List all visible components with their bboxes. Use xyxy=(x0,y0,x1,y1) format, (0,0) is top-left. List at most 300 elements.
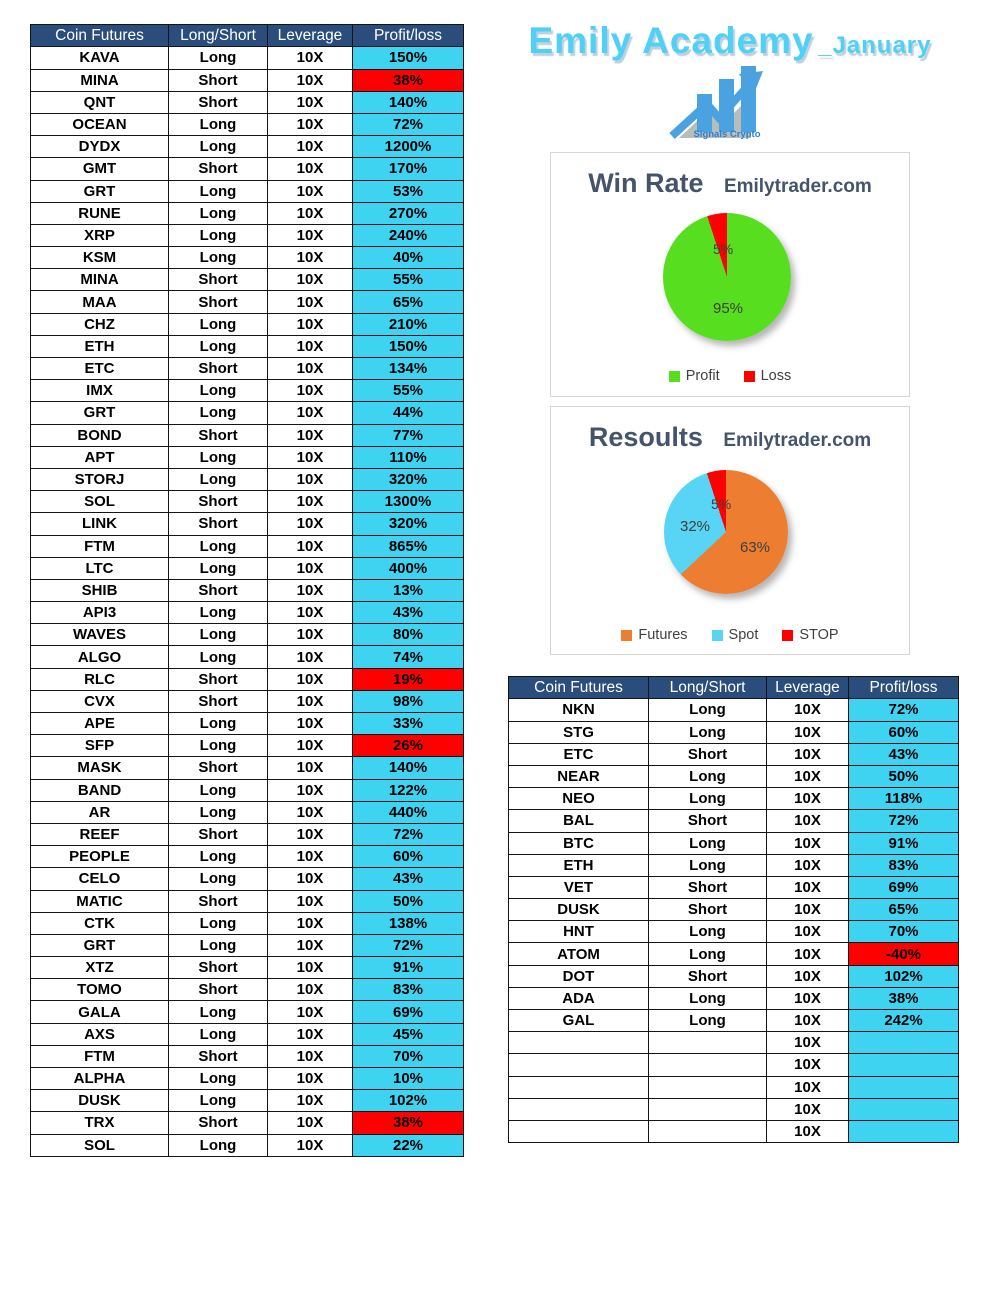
leverage-cell: 10X xyxy=(767,743,849,765)
coin-cell: RLC xyxy=(31,668,169,690)
column-header: Long/Short xyxy=(169,25,268,47)
coin-cell: TOMO xyxy=(31,979,169,1001)
table-row xyxy=(31,1045,464,1067)
page-title xyxy=(500,20,960,62)
leverage-cell: 10X xyxy=(268,380,353,402)
coin-cell: HNT xyxy=(509,921,649,943)
profit-cell: 72% xyxy=(353,113,464,135)
table-row xyxy=(31,1001,464,1023)
profit-cell: 60% xyxy=(849,721,959,743)
coin-cell xyxy=(509,1076,649,1098)
leverage-cell: 10X xyxy=(268,1001,353,1023)
coin-cell: GRT xyxy=(31,934,169,956)
side-cell: Short xyxy=(169,979,268,1001)
side-cell: Long xyxy=(169,624,268,646)
table-header-row xyxy=(509,677,959,699)
coin-cell: BAND xyxy=(31,779,169,801)
profit-cell: 1300% xyxy=(353,491,464,513)
side-cell xyxy=(649,1054,767,1076)
coin-cell: DUSK xyxy=(31,1090,169,1112)
table-row xyxy=(509,1076,959,1098)
coin-cell: AR xyxy=(31,801,169,823)
leverage-cell: 10X xyxy=(268,91,353,113)
side-cell: Long xyxy=(649,921,767,943)
table-row xyxy=(31,113,464,135)
leverage-cell: 10X xyxy=(268,335,353,357)
win-rate-chart-panel xyxy=(550,152,910,397)
coin-cell: ETH xyxy=(509,854,649,876)
side-cell: Long xyxy=(169,224,268,246)
side-cell xyxy=(649,1120,767,1142)
coin-cell: MINA xyxy=(31,269,169,291)
coin-cell: DUSK xyxy=(509,899,649,921)
side-cell: Long xyxy=(649,765,767,787)
leverage-cell: 10X xyxy=(268,1112,353,1134)
coin-cell: APE xyxy=(31,713,169,735)
profit-cell: 1200% xyxy=(353,136,464,158)
leverage-cell: 10X xyxy=(268,757,353,779)
profit-cell: 83% xyxy=(849,854,959,876)
table-row xyxy=(31,757,464,779)
column-header: Profit/loss xyxy=(353,25,464,47)
profit-cell: 72% xyxy=(849,810,959,832)
side-cell: Long xyxy=(169,934,268,956)
profit-cell: 22% xyxy=(353,1134,464,1156)
profit-cell: 102% xyxy=(353,1090,464,1112)
table-row xyxy=(31,269,464,291)
table-row xyxy=(31,646,464,668)
table-row xyxy=(31,934,464,956)
profit-cell: 242% xyxy=(849,1010,959,1032)
table-row xyxy=(509,899,959,921)
profit-cell: 70% xyxy=(849,921,959,943)
profit-cell: 38% xyxy=(849,987,959,1009)
coin-cell: MASK xyxy=(31,757,169,779)
coin-cell: DOT xyxy=(509,965,649,987)
results-chart-panel xyxy=(550,406,910,655)
side-cell: Short xyxy=(169,757,268,779)
side-cell: Long xyxy=(649,987,767,1009)
leverage-cell: 10X xyxy=(268,646,353,668)
profit-cell: 72% xyxy=(353,823,464,845)
coin-cell: CELO xyxy=(31,868,169,890)
coin-cell xyxy=(509,1032,649,1054)
coin-cell: SOL xyxy=(31,491,169,513)
side-cell: Long xyxy=(169,113,268,135)
table-row xyxy=(31,579,464,601)
side-cell: Long xyxy=(649,1010,767,1032)
profit-cell: 19% xyxy=(353,668,464,690)
leverage-cell: 10X xyxy=(767,788,849,810)
table-row xyxy=(31,491,464,513)
legend-swatch-icon xyxy=(782,630,793,641)
table-row xyxy=(31,358,464,380)
side-cell xyxy=(649,1098,767,1120)
pie-slice-label: 63% xyxy=(740,539,771,556)
side-cell: Long xyxy=(169,1068,268,1090)
coin-cell: MINA xyxy=(31,69,169,91)
side-cell: Short xyxy=(169,358,268,380)
leverage-cell: 10X xyxy=(268,690,353,712)
win-rate-legend xyxy=(551,368,909,384)
side-cell: Short xyxy=(649,876,767,898)
profit-cell: 33% xyxy=(353,713,464,735)
table-row xyxy=(31,513,464,535)
side-cell: Long xyxy=(169,868,268,890)
side-cell: Short xyxy=(169,291,268,313)
leverage-cell: 10X xyxy=(767,699,849,721)
side-cell: Long xyxy=(169,313,268,335)
table-row xyxy=(509,1010,959,1032)
table-row xyxy=(509,943,959,965)
bar-chart-arrow-icon xyxy=(663,58,795,144)
leverage-cell: 10X xyxy=(268,1090,353,1112)
side-cell: Long xyxy=(169,735,268,757)
table-row xyxy=(31,1134,464,1156)
table-row xyxy=(509,921,959,943)
coin-cell: APT xyxy=(31,446,169,468)
profit-cell: 45% xyxy=(353,1023,464,1045)
table-row xyxy=(509,854,959,876)
side-cell: Short xyxy=(169,668,268,690)
side-cell: Short xyxy=(169,1045,268,1067)
profit-cell: 77% xyxy=(353,424,464,446)
side-cell: Long xyxy=(169,247,268,269)
side-cell: Long xyxy=(169,801,268,823)
leverage-cell: 10X xyxy=(268,934,353,956)
coin-cell: STORJ xyxy=(31,468,169,490)
table-row xyxy=(31,535,464,557)
legend-label: Profit xyxy=(685,368,720,384)
table-row xyxy=(31,424,464,446)
side-cell: Short xyxy=(169,69,268,91)
coin-cell: STG xyxy=(509,721,649,743)
profit-cell: 400% xyxy=(353,557,464,579)
side-cell: Short xyxy=(649,899,767,921)
table-row xyxy=(31,69,464,91)
profit-cell: 270% xyxy=(353,202,464,224)
column-header: Leverage xyxy=(767,677,849,699)
side-cell: Long xyxy=(169,1001,268,1023)
side-cell: Long xyxy=(169,402,268,424)
table-row xyxy=(31,224,464,246)
profit-cell: 320% xyxy=(353,468,464,490)
table-row xyxy=(31,446,464,468)
profit-cell: 55% xyxy=(353,269,464,291)
side-cell: Long xyxy=(169,180,268,202)
table-row xyxy=(31,291,464,313)
profit-cell: 122% xyxy=(353,779,464,801)
leverage-cell: 10X xyxy=(268,313,353,335)
leverage-cell: 10X xyxy=(268,912,353,934)
legend-label: Loss xyxy=(760,368,792,384)
coin-cell: NEAR xyxy=(509,765,649,787)
table-row xyxy=(509,721,959,743)
leverage-cell: 10X xyxy=(268,402,353,424)
leverage-cell: 10X xyxy=(767,765,849,787)
table-row xyxy=(31,1112,464,1134)
profit-cell: 53% xyxy=(353,180,464,202)
side-cell: Long xyxy=(169,47,268,69)
table-row xyxy=(31,735,464,757)
side-cell: Short xyxy=(169,269,268,291)
coin-cell: BOND xyxy=(31,424,169,446)
leverage-cell: 10X xyxy=(268,535,353,557)
leverage-cell: 10X xyxy=(268,735,353,757)
table-row xyxy=(31,890,464,912)
coin-cell: FTM xyxy=(31,535,169,557)
leverage-cell: 10X xyxy=(268,158,353,180)
coin-cell: CTK xyxy=(31,912,169,934)
leverage-cell: 10X xyxy=(767,832,849,854)
coin-cell xyxy=(509,1054,649,1076)
profit-cell: 440% xyxy=(353,801,464,823)
side-cell: Short xyxy=(169,579,268,601)
profit-cell: 210% xyxy=(353,313,464,335)
leverage-cell: 10X xyxy=(268,136,353,158)
coin-cell: NKN xyxy=(509,699,649,721)
coin-cell: VET xyxy=(509,876,649,898)
leverage-cell: 10X xyxy=(268,846,353,868)
leverage-cell: 10X xyxy=(268,358,353,380)
leverage-cell: 10X xyxy=(767,721,849,743)
coin-cell: GALA xyxy=(31,1001,169,1023)
leverage-cell: 10X xyxy=(767,965,849,987)
side-cell: Short xyxy=(169,1112,268,1134)
side-cell: Long xyxy=(649,854,767,876)
legend-item xyxy=(621,627,687,643)
side-cell: Short xyxy=(169,513,268,535)
profit-cell: 134% xyxy=(353,358,464,380)
right-results-table xyxy=(508,676,959,1143)
coin-cell: ADA xyxy=(509,987,649,1009)
profit-cell: 118% xyxy=(849,788,959,810)
leverage-cell: 10X xyxy=(767,1120,849,1142)
table-row xyxy=(31,158,464,180)
leverage-cell: 10X xyxy=(767,810,849,832)
leverage-cell: 10X xyxy=(268,624,353,646)
profit-cell: 50% xyxy=(353,890,464,912)
side-cell: Short xyxy=(169,491,268,513)
coin-cell: NEO xyxy=(509,788,649,810)
side-cell: Long xyxy=(649,788,767,810)
coin-cell: TRX xyxy=(31,1112,169,1134)
left-results-table xyxy=(30,24,464,1157)
side-cell: Short xyxy=(169,158,268,180)
leverage-cell: 10X xyxy=(268,801,353,823)
chart-subtitle-text: Emilytrader.com xyxy=(723,430,872,451)
table-row xyxy=(31,557,464,579)
profit-cell: 150% xyxy=(353,47,464,69)
pie-slice-label: 32% xyxy=(680,518,711,535)
table-row xyxy=(509,1120,959,1142)
legend-label: STOP xyxy=(799,627,839,643)
profit-cell: 80% xyxy=(353,624,464,646)
profit-cell: 43% xyxy=(353,602,464,624)
table-row xyxy=(31,47,464,69)
leverage-cell: 10X xyxy=(268,579,353,601)
profit-cell xyxy=(849,1120,959,1142)
profit-cell: 72% xyxy=(849,699,959,721)
profit-cell xyxy=(849,1054,959,1076)
leverage-cell: 10X xyxy=(268,868,353,890)
legend-item xyxy=(744,368,792,384)
table-row xyxy=(31,136,464,158)
profit-cell: 320% xyxy=(353,513,464,535)
leverage-cell: 10X xyxy=(268,424,353,446)
table-row xyxy=(509,743,959,765)
side-cell: Long xyxy=(169,779,268,801)
profit-cell: 38% xyxy=(353,69,464,91)
leverage-cell: 10X xyxy=(268,957,353,979)
coin-cell: GAL xyxy=(509,1010,649,1032)
coin-cell: XTZ xyxy=(31,957,169,979)
leverage-cell: 10X xyxy=(268,446,353,468)
table-row xyxy=(509,987,959,1009)
legend-swatch-icon xyxy=(669,371,680,382)
profit-cell: 170% xyxy=(353,158,464,180)
profit-cell: 69% xyxy=(849,876,959,898)
profit-cell: 44% xyxy=(353,402,464,424)
leverage-cell: 10X xyxy=(767,1054,849,1076)
table-row xyxy=(509,965,959,987)
leverage-cell: 10X xyxy=(268,1023,353,1045)
legend-item xyxy=(782,627,838,643)
side-cell: Long xyxy=(169,335,268,357)
side-cell: Long xyxy=(649,832,767,854)
table-row xyxy=(31,402,464,424)
chart-subtitle-text: Emilytrader.com xyxy=(723,176,872,197)
column-header: Leverage xyxy=(268,25,353,47)
profit-cell: 72% xyxy=(353,934,464,956)
side-cell: Long xyxy=(169,713,268,735)
leverage-cell: 10X xyxy=(767,1098,849,1120)
table-row xyxy=(31,1068,464,1090)
profit-cell xyxy=(849,1076,959,1098)
profit-cell: 240% xyxy=(353,224,464,246)
leverage-cell: 10X xyxy=(268,47,353,69)
table-row xyxy=(509,1098,959,1120)
profit-cell: 91% xyxy=(849,832,959,854)
leverage-cell: 10X xyxy=(268,468,353,490)
table-row xyxy=(31,624,464,646)
coin-cell: OCEAN xyxy=(31,113,169,135)
side-cell: Long xyxy=(169,846,268,868)
coin-cell: SHIB xyxy=(31,579,169,601)
table-row xyxy=(509,832,959,854)
leverage-cell: 10X xyxy=(268,668,353,690)
leverage-cell: 10X xyxy=(767,1076,849,1098)
side-cell: Long xyxy=(169,380,268,402)
table-row xyxy=(31,380,464,402)
table-row xyxy=(509,788,959,810)
side-cell: Short xyxy=(169,424,268,446)
profit-cell: -40% xyxy=(849,943,959,965)
coin-cell: IMX xyxy=(31,380,169,402)
column-header: Long/Short xyxy=(649,677,767,699)
results-chart-title xyxy=(551,422,909,453)
coin-cell: LINK xyxy=(31,513,169,535)
leverage-cell: 10X xyxy=(767,987,849,1009)
side-cell xyxy=(649,1076,767,1098)
profit-cell: 60% xyxy=(353,846,464,868)
table-row xyxy=(31,668,464,690)
leverage-cell: 10X xyxy=(268,224,353,246)
profit-cell: 10% xyxy=(353,1068,464,1090)
side-cell: Short xyxy=(169,957,268,979)
table-row xyxy=(31,823,464,845)
table-row xyxy=(509,876,959,898)
chart-title-text: Resoults xyxy=(588,422,703,452)
leverage-cell: 10X xyxy=(268,602,353,624)
leverage-cell: 10X xyxy=(268,557,353,579)
chart-title-text: Win Rate xyxy=(588,168,704,198)
table-row xyxy=(31,957,464,979)
table-row xyxy=(31,801,464,823)
column-header: Profit/loss xyxy=(849,677,959,699)
profit-cell: 102% xyxy=(849,965,959,987)
coin-cell: MATIC xyxy=(31,890,169,912)
table-row xyxy=(31,1023,464,1045)
profit-cell: 26% xyxy=(353,735,464,757)
table-row xyxy=(509,810,959,832)
profit-cell xyxy=(849,1098,959,1120)
table-row xyxy=(31,247,464,269)
leverage-cell: 10X xyxy=(767,921,849,943)
side-cell: Long xyxy=(169,1134,268,1156)
leverage-cell: 10X xyxy=(268,113,353,135)
table-row xyxy=(509,1054,959,1076)
side-cell: Short xyxy=(169,823,268,845)
coin-cell: ETC xyxy=(509,743,649,765)
results-legend xyxy=(551,627,909,643)
leverage-cell: 10X xyxy=(767,1010,849,1032)
side-cell: Short xyxy=(169,890,268,912)
leverage-cell: 10X xyxy=(268,979,353,1001)
win-rate-pie xyxy=(663,213,791,341)
coin-cell: GMT xyxy=(31,158,169,180)
leverage-cell: 10X xyxy=(268,513,353,535)
legend-item xyxy=(712,627,759,643)
column-header: Coin Futures xyxy=(31,25,169,47)
profit-cell: 43% xyxy=(849,743,959,765)
coin-cell: DYDX xyxy=(31,136,169,158)
side-cell: Short xyxy=(649,743,767,765)
win-rate-chart-title xyxy=(551,168,909,199)
table-header-row xyxy=(31,25,464,47)
coin-cell xyxy=(509,1120,649,1142)
leverage-cell: 10X xyxy=(268,1068,353,1090)
side-cell: Long xyxy=(649,943,767,965)
coin-cell: API3 xyxy=(31,602,169,624)
leverage-cell: 10X xyxy=(767,943,849,965)
table-row xyxy=(31,846,464,868)
legend-swatch-icon xyxy=(712,630,723,641)
page-title-main: Emily Academy xyxy=(528,20,814,61)
side-cell: Long xyxy=(649,721,767,743)
table-row xyxy=(31,979,464,1001)
coin-cell: AXS xyxy=(31,1023,169,1045)
leverage-cell: 10X xyxy=(268,491,353,513)
page-title-suffix: _January xyxy=(818,32,932,59)
coin-cell: SFP xyxy=(31,735,169,757)
coin-cell: ETC xyxy=(31,358,169,380)
coin-cell: BAL xyxy=(509,810,649,832)
profit-cell: 865% xyxy=(353,535,464,557)
legend-swatch-icon xyxy=(621,630,632,641)
legend-label: Futures xyxy=(638,627,688,643)
side-cell: Short xyxy=(169,91,268,113)
